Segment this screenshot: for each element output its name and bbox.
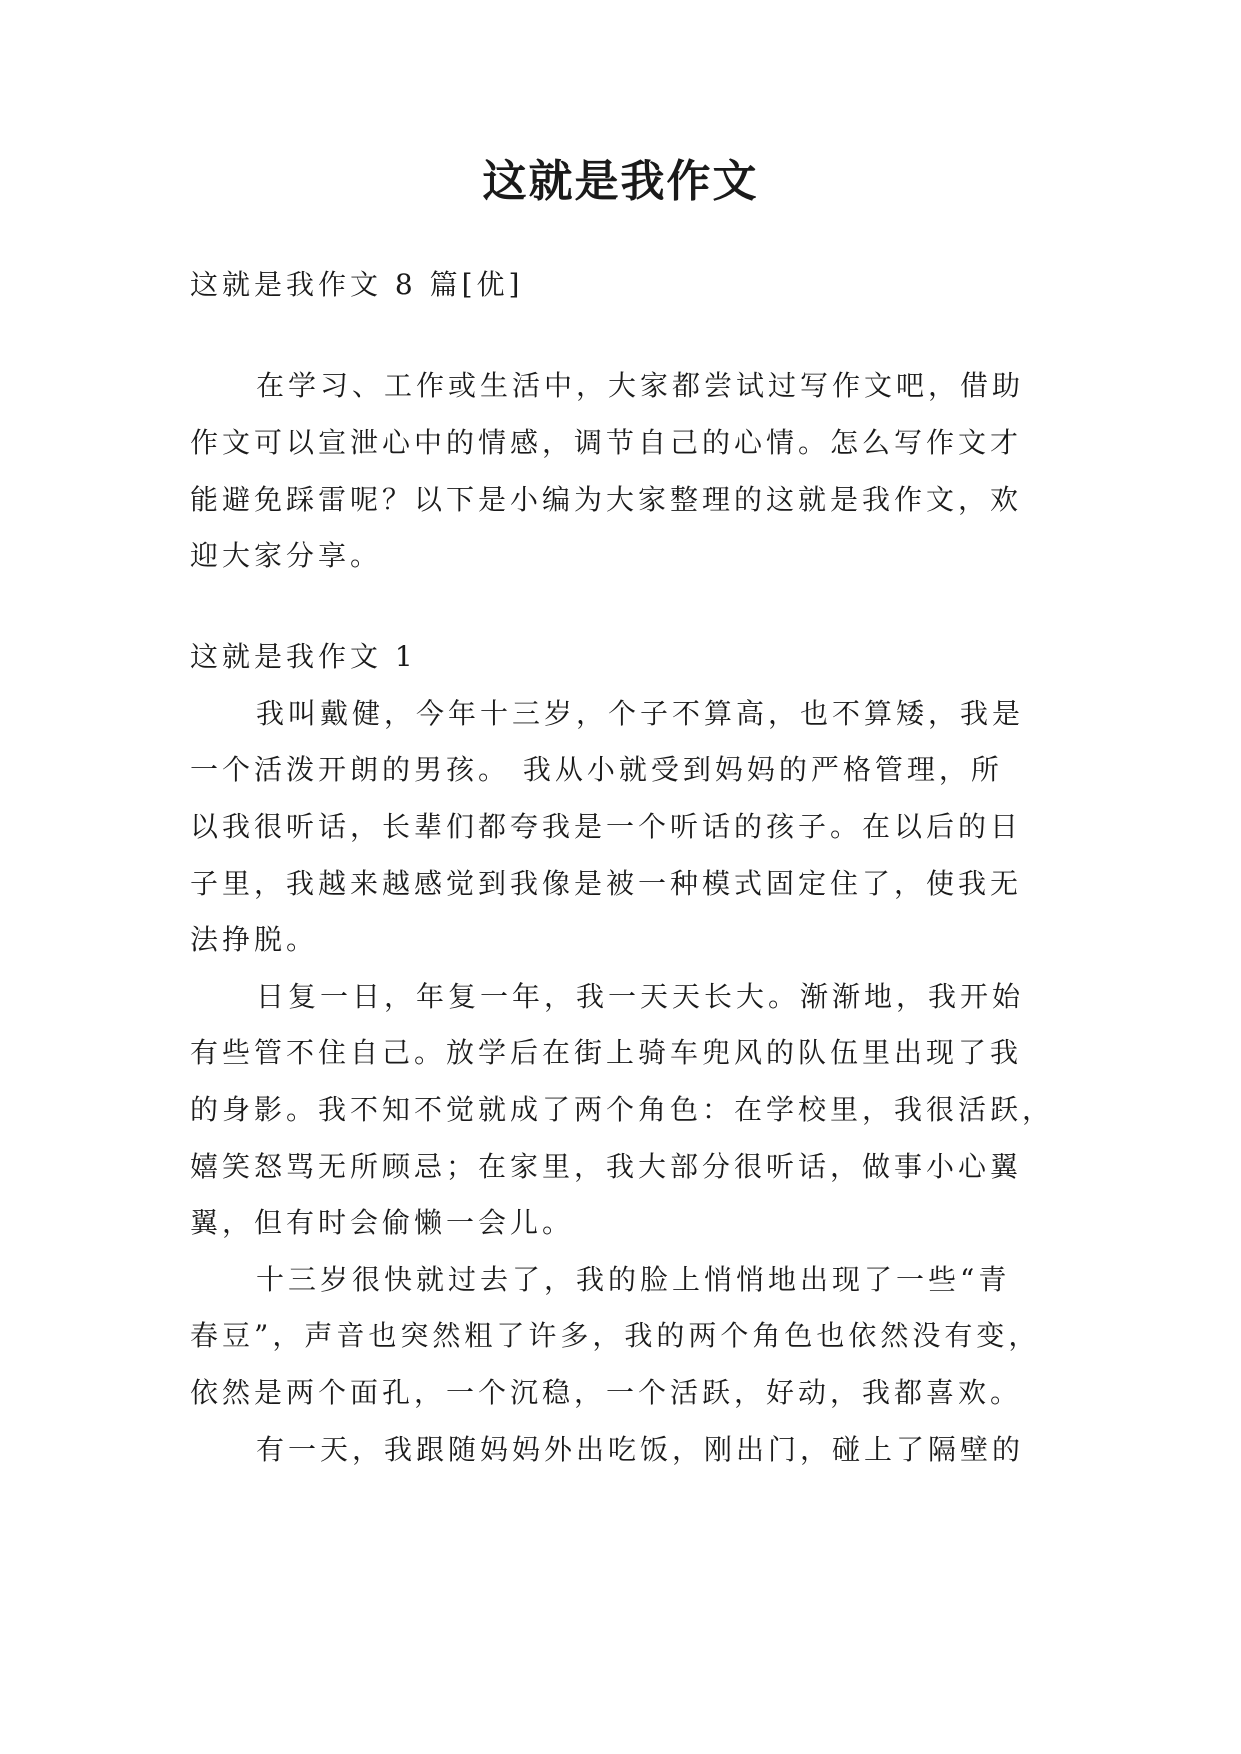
body-line: 有些管不住自己。放学后在街上骑车兜风的队伍里出现了我 [190,1036,1023,1069]
body-line: 的身影。我不知不觉就成了两个角色：在学校里，我很活跃， [190,1093,1055,1126]
body-line: 十三岁很快就过去了，我的脸上悄悄地出现了一些“青 [256,1263,1011,1296]
body-line: 子里，我越来越感觉到我像是被一种模式固定住了，使我无 [190,867,1023,900]
intro-line: 迎大家分享。 [190,539,383,572]
intro-line: 作文可以宣泄心中的情感，调节自己的心情。怎么写作文才 [190,426,1023,459]
section-heading: 这就是我作文 1 [190,640,417,673]
body-line: 一个活泼开朗的男孩。 我从小就受到妈妈的严格管理，所 [190,753,1003,786]
body-line: 法挣脱。 [190,923,319,956]
intro-line: 能避免踩雷呢？以下是小编为大家整理的这就是我作文，欢 [190,483,1023,516]
document-title: 这就是我作文 [482,156,759,207]
body-line: 嬉笑怒骂无所顾忌；在家里，我大部分很听话，做事小心翼 [190,1150,1023,1183]
body-line: 依然是两个面孔，一个沉稳，一个活跃，好动，我都喜欢。 [190,1376,1023,1409]
intro-line: 在学习、工作或生活中，大家都尝试过写作文吧，借助 [256,369,1025,402]
body-line: 有一天，我跟随妈妈外出吃饭，刚出门，碰上了隔壁的 [256,1433,1025,1466]
body-line: 日复一日，年复一年，我一天天长大。渐渐地，我开始 [256,980,1025,1013]
body-line: 我叫戴健，今年十三岁，个子不算高，也不算矮，我是 [256,697,1025,730]
body-line: 春豆”，声音也突然粗了许多，我的两个角色也依然没有变， [190,1319,1041,1352]
document-subtitle: 这就是我作文 8 篇[优] [190,268,524,301]
body-line: 以我很听话，长辈们都夸我是一个听话的孩子。在以后的日 [190,810,1023,843]
body-line: 翼，但有时会偷懒一会儿。 [190,1206,575,1239]
